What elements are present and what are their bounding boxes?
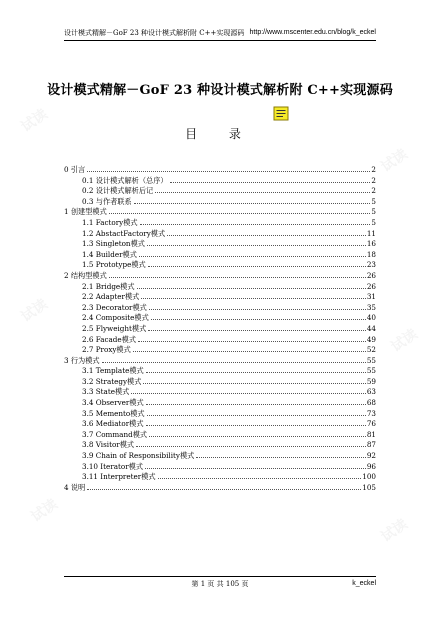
toc-entry-page: 63	[366, 387, 376, 397]
toc-entry-page: 73	[366, 408, 376, 418]
toc-leader-dots	[149, 302, 366, 310]
toc-entry-label: 3.1 Template模式	[82, 366, 144, 376]
toc-entry-page: 2	[371, 175, 376, 185]
toc-entry-label: 1.5 Prototype模式	[82, 260, 146, 270]
toc-entry[interactable]	[64, 302, 376, 313]
footer-author: k_eckel	[352, 580, 376, 587]
toc-entry[interactable]	[64, 259, 376, 270]
toc-entry-page: 23	[366, 260, 376, 270]
toc-entry-label: 3.4 Observer模式	[82, 398, 144, 408]
page-number: 第 1 页 共 105 页	[191, 580, 249, 588]
header-title: 设计模式精解－GoF 23 种设计模式解析附 C++实现源码	[64, 29, 245, 37]
toc-entry[interactable]	[64, 196, 376, 207]
toc-entry-page: 68	[366, 398, 376, 408]
toc-entry[interactable]	[64, 386, 376, 397]
toc-entry-label: 2.4 Composite模式	[82, 313, 149, 323]
toc-entry-page: 87	[366, 440, 376, 450]
toc-entry[interactable]	[64, 323, 376, 334]
toc-entry[interactable]	[64, 164, 376, 175]
toc-entry-label: 2.5 Flyweight模式	[82, 323, 147, 333]
toc-entry-page: 5	[371, 196, 376, 206]
toc-entry[interactable]	[64, 281, 376, 292]
toc-entry[interactable]	[64, 482, 376, 493]
toc-entry-page: 40	[366, 313, 376, 323]
toc-entry-label: 0 引言	[64, 165, 86, 174]
toc-entry[interactable]	[64, 439, 376, 450]
toc-entry-page: 49	[366, 334, 376, 344]
toc-entry-label: 2 结构型模式	[64, 270, 107, 280]
toc-entry[interactable]	[64, 376, 376, 387]
toc-leader-dots	[196, 450, 366, 458]
toc-entry-page: 105	[362, 482, 376, 492]
toc-entry-label: 0.1 设计模式解析（总序）	[82, 175, 168, 185]
toc-leader-dots	[133, 344, 366, 352]
toc-entry-page: 11	[366, 228, 376, 238]
toc-leader-dots	[149, 429, 366, 437]
toc-leader-dots	[146, 397, 366, 405]
toc-entry-page: 5	[371, 207, 376, 217]
toc-leader-dots	[146, 418, 366, 426]
toc-entry[interactable]	[64, 228, 376, 239]
note-icon[interactable]	[273, 106, 289, 121]
toc-entry[interactable]	[64, 461, 376, 472]
toc-leader-dots	[138, 334, 366, 342]
toc-leader-dots	[145, 461, 366, 469]
toc-entry-label: 1.2 AbstactFactory模式	[82, 228, 166, 238]
toc-entry-label: 3.7 Command模式	[82, 429, 148, 439]
toc-entry-label: 2.3 Decorator模式	[82, 302, 147, 312]
toc-entry[interactable]	[64, 397, 376, 408]
toc-leader-dots	[134, 196, 371, 204]
toc-entry-label: 3.11 Interpreter模式	[82, 472, 156, 482]
toc-entry[interactable]	[64, 206, 376, 217]
toc-leader-dots	[140, 217, 371, 225]
toc-entry-label: 3.2 Strategy模式	[82, 376, 142, 386]
document-title: 设计模式精解－GoF 23 种设计模式解析附 C++实现源码	[47, 83, 393, 98]
toc-entry[interactable]	[64, 185, 376, 196]
toc-leader-dots	[155, 185, 370, 193]
table-of-contents	[64, 164, 376, 492]
watermark: 试读	[18, 106, 51, 136]
toc-entry-page: 16	[366, 239, 376, 249]
toc-leader-dots	[141, 291, 365, 299]
toc-entry-label: 0.2 设计模式解析后记	[82, 186, 154, 196]
toc-leader-dots	[136, 439, 366, 447]
toc-entry-page: 26	[366, 281, 376, 291]
toc-entry[interactable]	[64, 418, 376, 429]
toc-entry-page: 96	[366, 461, 376, 471]
toc-entry[interactable]	[64, 471, 376, 482]
toc-entry-page: 81	[366, 429, 376, 439]
toc-entry[interactable]	[64, 217, 376, 228]
toc-entry-page: 59	[366, 376, 376, 386]
toc-leader-dots	[109, 270, 366, 278]
toc-entry[interactable]	[64, 291, 376, 302]
toc-entry-label: 2.7 Proxy模式	[82, 345, 131, 355]
toc-entry-page: 44	[366, 323, 376, 333]
toc-leader-dots	[102, 355, 366, 363]
toc-entry-page: 31	[366, 292, 376, 302]
page-footer	[64, 576, 376, 589]
toc-entry-page: 2	[371, 186, 376, 196]
toc-leader-dots	[148, 323, 366, 331]
toc-entry-page: 55	[366, 355, 376, 365]
toc-leader-dots	[87, 482, 361, 490]
toc-entry[interactable]	[64, 334, 376, 345]
toc-entry-label: 2.2 Adapter模式	[82, 292, 140, 302]
toc-entry-page: 55	[366, 366, 376, 376]
toc-entry-label: 3.3 State模式	[82, 387, 130, 397]
toc-entry[interactable]	[64, 249, 376, 260]
toc-entry-page: 26	[366, 270, 376, 280]
watermark: 试读	[28, 496, 61, 526]
toc-leader-dots	[143, 376, 365, 384]
toc-leader-dots	[147, 408, 366, 416]
watermark: 试读	[388, 326, 421, 356]
toc-leader-dots	[109, 206, 371, 214]
toc-entry-page: 35	[366, 302, 376, 312]
toc-entry-label: 1.4 Builder模式	[82, 249, 137, 259]
toc-entry-label: 1 创建型模式	[64, 207, 107, 217]
toc-entry[interactable]	[64, 175, 376, 186]
toc-entry[interactable]	[64, 238, 376, 249]
toc-entry-page: 76	[366, 419, 376, 429]
toc-entry-label: 4 说明	[64, 482, 86, 492]
toc-leader-dots	[151, 312, 366, 320]
page-header	[64, 28, 376, 41]
watermark: 试读	[18, 296, 51, 326]
toc-heading: 目 录	[185, 127, 255, 141]
toc-entry-page: 52	[366, 345, 376, 355]
toc-entry[interactable]	[64, 365, 376, 376]
toc-entry-label: 1.1 Factory模式	[82, 217, 138, 227]
toc-leader-dots	[148, 259, 366, 267]
toc-entry-label: 3.6 Mediator模式	[82, 419, 144, 429]
watermark: 试读	[378, 146, 411, 176]
toc-entry-label: 3.9 Chain of Responsibility模式	[82, 451, 195, 461]
toc-entry-label: 2.1 Bridge模式	[82, 281, 135, 291]
toc-leader-dots	[147, 238, 366, 246]
toc-entry-label: 3.8 Visitor模式	[82, 440, 135, 450]
toc-entry-label: 3.5 Memento模式	[82, 408, 145, 418]
toc-entry[interactable]	[64, 344, 376, 355]
toc-entry-label: 0.3 与作者联系	[82, 196, 132, 206]
toc-leader-dots	[167, 228, 366, 236]
toc-entry-label: 3 行为模式	[64, 355, 100, 365]
toc-entry[interactable]	[64, 450, 376, 461]
toc-entry-page: 18	[366, 249, 376, 259]
toc-entry-label: 3.10 Iterator模式	[82, 461, 144, 471]
toc-entry-label: 1.3 Singleton模式	[82, 239, 145, 249]
toc-entry[interactable]	[64, 429, 376, 440]
toc-entry-page: 5	[371, 217, 376, 227]
toc-entry[interactable]	[64, 312, 376, 323]
toc-leader-dots	[170, 175, 371, 183]
toc-entry-page: 100	[362, 472, 376, 482]
watermark: 试读	[378, 516, 411, 546]
toc-leader-dots	[137, 281, 366, 289]
toc-entry-label: 2.6 Facade模式	[82, 334, 137, 344]
toc-leader-dots	[146, 365, 366, 373]
toc-entry-page: 92	[366, 451, 376, 461]
header-url[interactable]: http://www.mscenter.edu.cn/blog/k_eckel	[249, 29, 376, 36]
toc-entry[interactable]	[64, 408, 376, 419]
toc-leader-dots	[131, 386, 366, 394]
toc-entry[interactable]	[64, 270, 376, 281]
toc-entry-page: 2	[371, 165, 376, 174]
toc-leader-dots	[158, 471, 362, 479]
toc-entry[interactable]	[64, 355, 376, 366]
toc-leader-dots	[139, 249, 366, 257]
toc-leader-dots	[87, 164, 370, 172]
